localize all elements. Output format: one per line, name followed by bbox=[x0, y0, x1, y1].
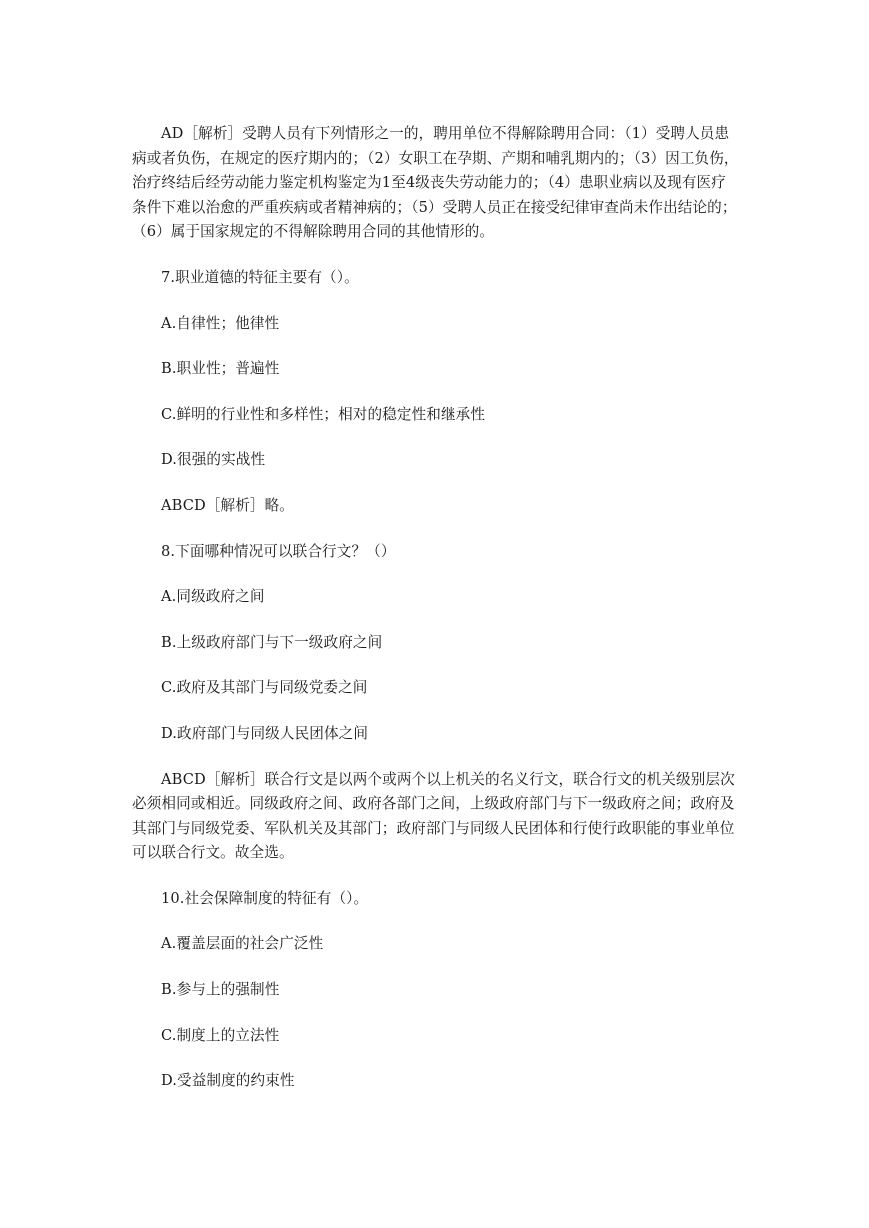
option-b: B.参与上的强制性 bbox=[161, 981, 280, 999]
question-7: 7.职业道德的特征主要有（）。 bbox=[161, 268, 359, 286]
analysis-paragraph: ABCD［解析］联合行文是以两个或两个以上机关的名义行文，联合行文的机关级别层次必须相同或相近。同级政府之间、政府各部门之间，上级政府部门与下一级政府之间；政府及其部门与同级党委、军队机关及其部门；政府部门与同级人民团体和行使行政职能的事业单位可以联合行文。故全选。 bbox=[132, 770, 735, 862]
option-c: C.制度上的立法性 bbox=[161, 1026, 280, 1044]
analysis-paragraph: AD［解析］受聘人员有下列情形之一的，聘用单位不得解除聘用合同：（1）受聘人员患病或者负伤，在规定的医疗期内的；（2）女职工在孕期、产期和哺乳期内的；（3）因工负伤，治疗终结后经劳动能力鉴定机构鉴定为1至4级丧失劳动能力的；（4）患职业病以及现有医疗条件下难以治愈的严重疾病或者精神病的；（5）受聘人员正在接受纪律审查尚未作出结论的；（6）属于国家规定的不得解除聘用合同的其他情形的。 bbox=[132, 125, 739, 241]
option-a: A.自律性；他律性 bbox=[161, 314, 280, 332]
option-a: A.同级政府之间 bbox=[161, 588, 265, 606]
analysis-paragraph: ABCD［解析］略。 bbox=[161, 496, 294, 514]
question-8: 8.下面哪种情况可以联合行文？（） bbox=[161, 542, 396, 560]
option-a: A.覆盖层面的社会广泛性 bbox=[161, 935, 324, 953]
option-c: C.鲜明的行业性和多样性；相对的稳定性和继承性 bbox=[161, 405, 486, 423]
question-10: 10.社会保障制度的特征有（）。 bbox=[161, 889, 369, 907]
option-d: D.很强的实战性 bbox=[161, 451, 266, 469]
option-b: B.职业性；普遍性 bbox=[161, 360, 280, 378]
document-body bbox=[132, 122, 740, 1094]
option-d: D.政府部门与同级人民团体之间 bbox=[161, 724, 369, 742]
option-c: C.政府及其部门与同级党委之间 bbox=[161, 679, 368, 697]
option-b: B.上级政府部门与下一级政府之间 bbox=[161, 633, 383, 651]
option-d: D.受益制度的约束性 bbox=[161, 1072, 295, 1090]
